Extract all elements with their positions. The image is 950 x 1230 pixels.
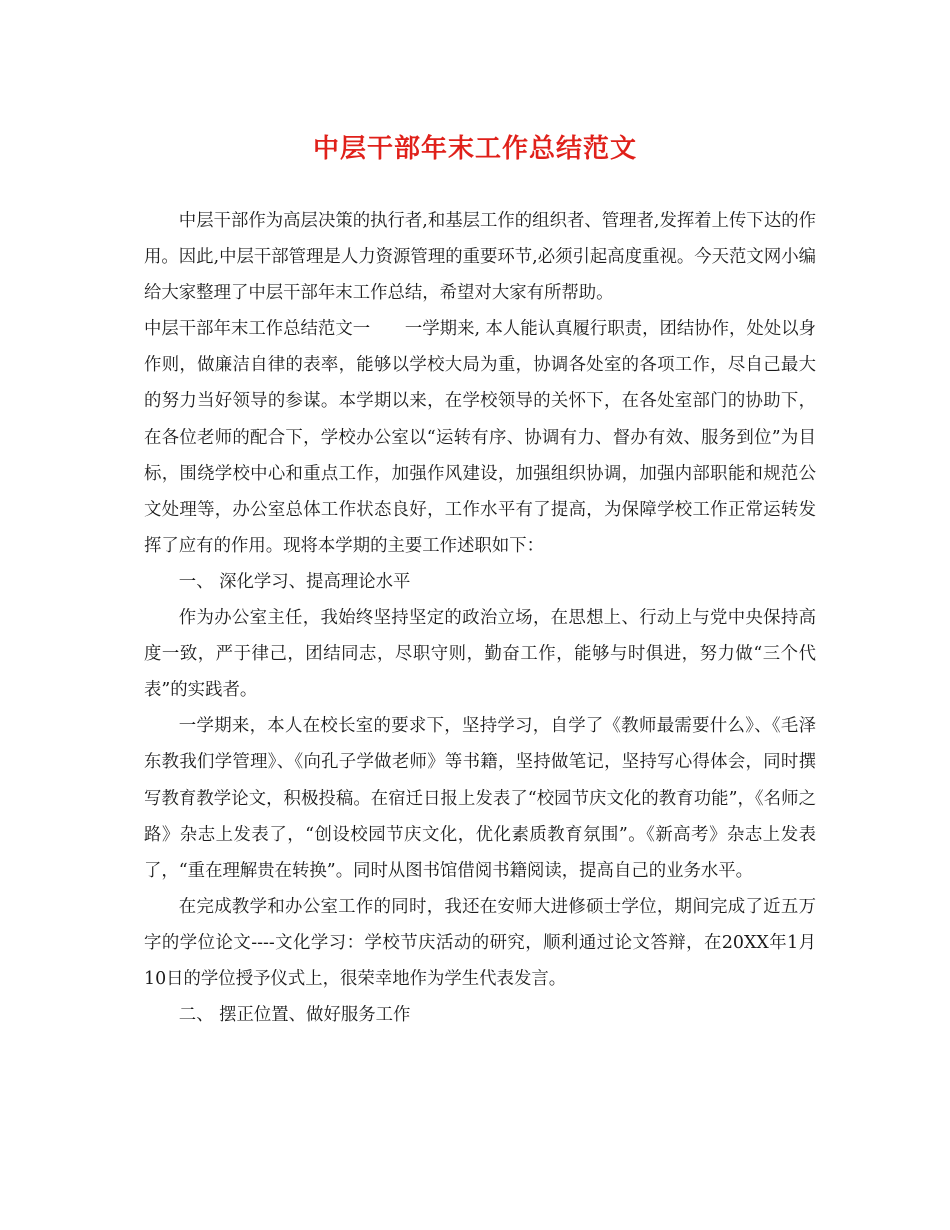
section-heading-2: 二、 摆正位置、做好服务工作 xyxy=(178,1005,411,1026)
section-heading-1: 一、 深化学习、提高理论水平 xyxy=(178,571,411,592)
paragraph-sample-one: 中层干部年末工作总结范文一 一学期来, 本人能认真履行职责，团结协作，处处以身作则，做廉洁自律的表率，能够以学校大局为重，协调各处室的各项工作，尽自己最大的努力当好领导的参谋。本学期以来，在学校领导的关怀下，在各处室部门的协助下，在各位老师的配合下，学校办公室以“运转有序、协调有力、督办有效、服务到位”为目标，围绕学校中心和重点工作，加强作风建设，加强组织协调，加强内部职能和规范公文处理等，办公室总体工作状态良好，工作水平有了提高，为保障学校工作正常运转发挥了应有的作用。现将本学期的主要工作述职如下： xyxy=(144,319,816,556)
paragraph-intro: 中层干部作为高层决策的执行者,和基层工作的组织者、管理者,发挥着上传下达的作用。因此,中层干部管理是人力资源管理的重要环节,必须引起高度重视。今天范文网小编给大家整理了中层干部年末工作总结，希望对大家有所帮助。 xyxy=(144,211,816,304)
paragraph-degree: 在完成教学和办公室工作的同时，我还在安师大进修硕士学位，期间完成了近五万字的学位论文----文化学习：学校节庆活动的研究，顺利通过论文答辩，在20XX年1月10日的学位授予仪式上，很荣幸地作为学生代表发言。 xyxy=(144,896,816,989)
paragraph-political-stance: 作为办公室主任，我始终坚持坚定的政治立场，在思想上、行动上与党中央保持高度一致，严于律己，团结同志，尽职守则，勤奋工作，能够与时俱进，努力做“三个代表”的实践者。 xyxy=(144,608,816,701)
paragraph-study: 一学期来，本人在校长室的要求下，坚持学习，自学了《教师最需要什么》、《毛泽东教我们学管理》、《向孔子学做老师》等书籍，坚持做笔记，坚持写心得体会，同时撰写教育教学论文，积极投稿。在宿迁日报上发表了“校园节庆文化的教育功能”，《名师之路》杂志上发表了，“创设校园节庆文化，优化素质教育氛围”。《新高考》杂志上发表了，“重在理解贵在转换”。同时从图书馆借阅书籍阅读，提高自己的业务水平。 xyxy=(144,716,816,881)
document-body xyxy=(144,203,816,1033)
document-title: 中层干部年末工作总结范文 xyxy=(312,134,637,164)
